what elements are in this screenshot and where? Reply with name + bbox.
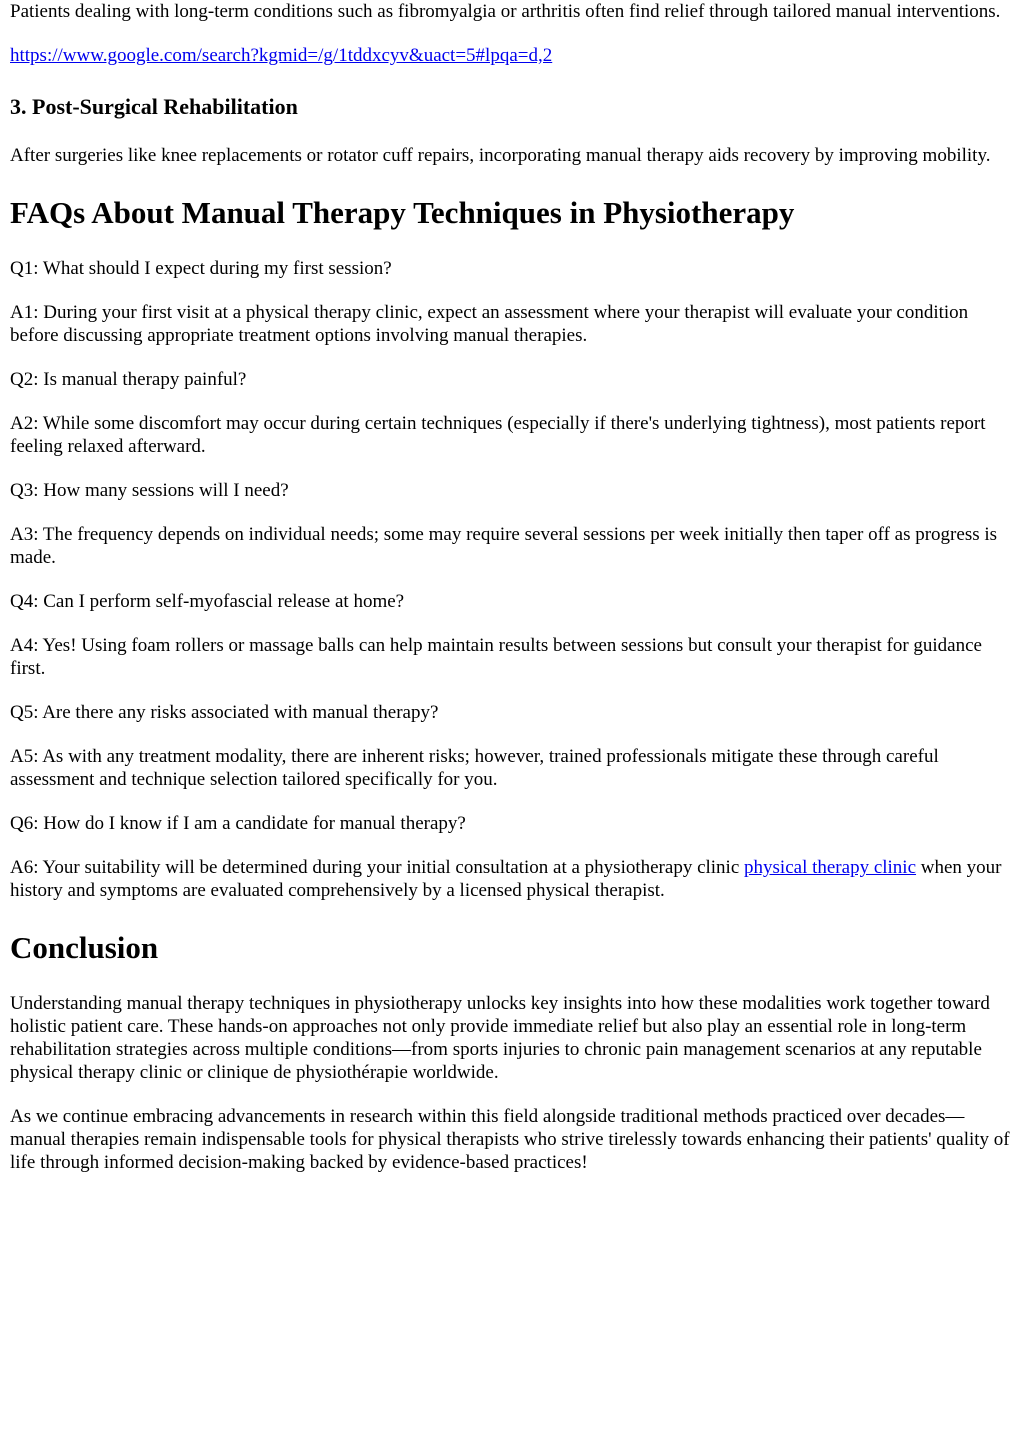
faq-answer-6-text-start: A6: Your suitability will be determined during your initial consultation at a physiotherapy clinic [10, 857, 745, 878]
faq-heading: FAQs About Manual Therapy Techniques in Physiotherapy [10, 195, 795, 230]
section-heading-post-surgical: 3. Post-Surgical Rehabilitation [10, 94, 298, 119]
conclusion-paragraph-2: As we continue embracing advancements in research within this field alongside traditional methods practiced over decades—manual therapies remain indispensable tools for physical therapists who strive tirelessly towards enhancing their patients' quality of life through informed decision-making backed by evidence-based practices! [10, 1106, 1010, 1173]
faq-question-2: Q2: Is manual therapy painful? [10, 369, 247, 390]
physical-therapy-clinic-link[interactable]: physical therapy clinic [744, 857, 917, 878]
intro-paragraph: Patients dealing with long-term conditions such as fibromyalgia or arthritis often find relief through tailored manual interventions. [10, 1, 1001, 22]
faq-answer-2: A2: While some discomfort may occur during certain techniques (especially if there's underlying tightness), most patients report feeling relaxed afterward. [10, 413, 986, 457]
faq-answer-5: A5: As with any treatment modality, there are inherent risks; however, trained professionals mitigate these through careful assessment and technique selection tailored specifically for you. [10, 746, 939, 790]
faq-answer-6-text-end: when your history and symptoms are evaluated comprehensively by a licensed physical therapist. [10, 857, 1002, 901]
google-link-paragraph [10, 44, 1014, 67]
faq-question-4: Q4: Can I perform self-myofascial release at home? [10, 591, 405, 612]
faq-question-3: Q3: How many sessions will I need? [10, 480, 289, 501]
faq-answer-6 [10, 856, 1014, 902]
conclusion-heading: Conclusion [10, 930, 159, 965]
faq-question-6: Q6: How do I know if I am a candidate for manual therapy? [10, 813, 466, 834]
faq-question-1: Q1: What should I expect during my first session? [10, 258, 392, 279]
conclusion-paragraph-1: Understanding manual therapy techniques in physiotherapy unlocks key insights into how these modalities work together toward holistic patient care. These hands-on approaches not only provide immediate relief but also play an essential role in long-term rehabilitation strategies across multiple conditions—from sports injuries to chronic pain management scenarios at any reputable physical therapy clinic or clinique de physiothérapie worldwide. [10, 993, 990, 1083]
section-paragraph-post-surgical: After surgeries like knee replacements or rotator cuff repairs, incorporating manual therapy aids recovery by improving mobility. [10, 145, 991, 166]
faq-answer-3: A3: The frequency depends on individual needs; some may require several sessions per week initially then taper off as progress is made. [10, 524, 998, 568]
faq-answer-1: A1: During your first visit at a physical therapy clinic, expect an assessment where your therapist will evaluate your condition before discussing appropriate treatment options involving manual therapies. [10, 302, 969, 346]
faq-question-5: Q5: Are there any risks associated with manual therapy? [10, 702, 439, 723]
google-search-link[interactable]: https://www.google.com/search?kgmid=/g/1tddxcyv&uact=5#lpqa=d,2 [10, 45, 553, 66]
faq-answer-4: A4: Yes! Using foam rollers or massage balls can help maintain results between sessions but consult your therapist for guidance first. [10, 635, 982, 679]
